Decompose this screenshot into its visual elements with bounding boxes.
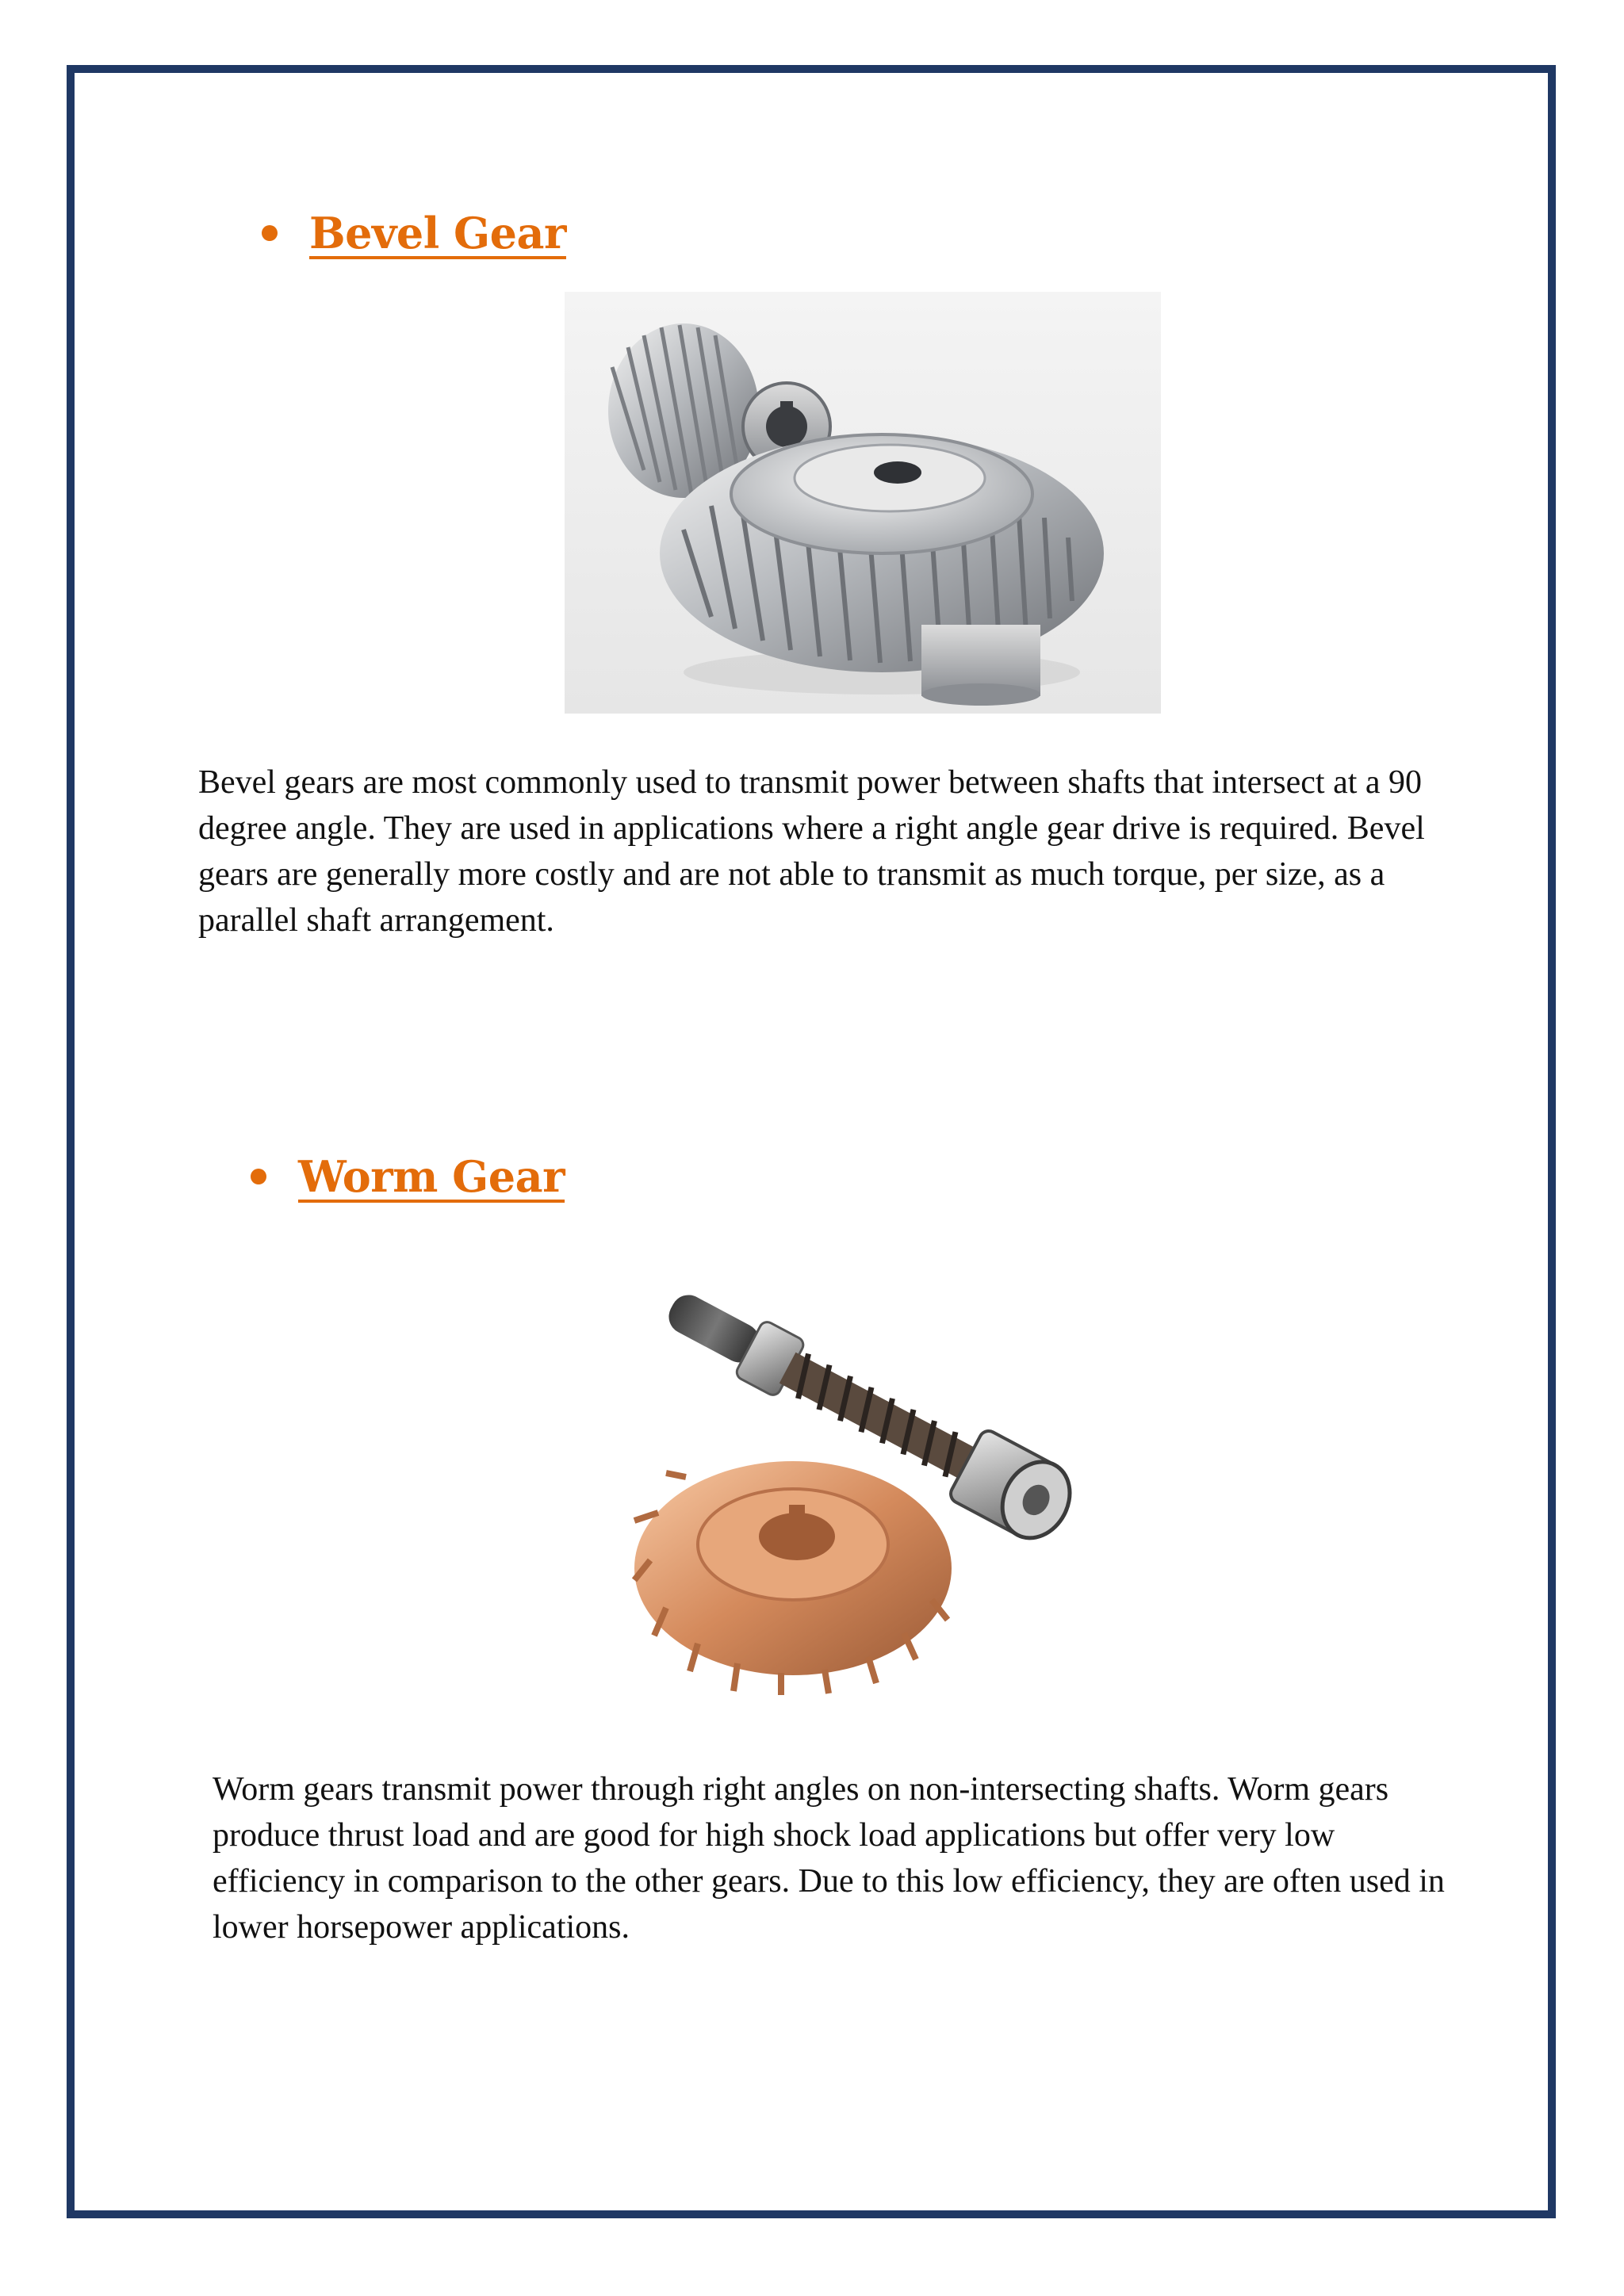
worm-gear-icon (611, 1267, 1150, 1695)
worm-gear-description: Worm gears transmit power through right angles on non-intersecting shafts. Worm gears produce thrust load and are good for high shock load applications but offer very low efficiency in comparison to the other gears. Due to this low efficiency, they are often used in lower horsepower applications. (213, 1771, 1445, 1946)
bevel-gear-description: Bevel gears are most commonly used to transmit power between shafts that intersect at a 90 degree angle. They are used in applications where a right angle gear drive is required. Bevel gears are generally more costly and are not able to transmit as much torque, per size, as a parallel shaft arrangement. (198, 764, 1425, 939)
worm-gear-title: Worm Gear (298, 1151, 565, 1202)
bullet-icon (251, 1169, 266, 1184)
worm-gear-image (611, 1267, 1150, 1695)
bullet-icon (262, 225, 278, 241)
bevel-gear-heading (262, 208, 566, 258)
worm-gear-heading (251, 1151, 565, 1202)
bevel-gear-image (565, 292, 1161, 714)
bevel-gear-title: Bevel Gear (309, 208, 566, 258)
bevel-gear-icon (565, 292, 1161, 714)
